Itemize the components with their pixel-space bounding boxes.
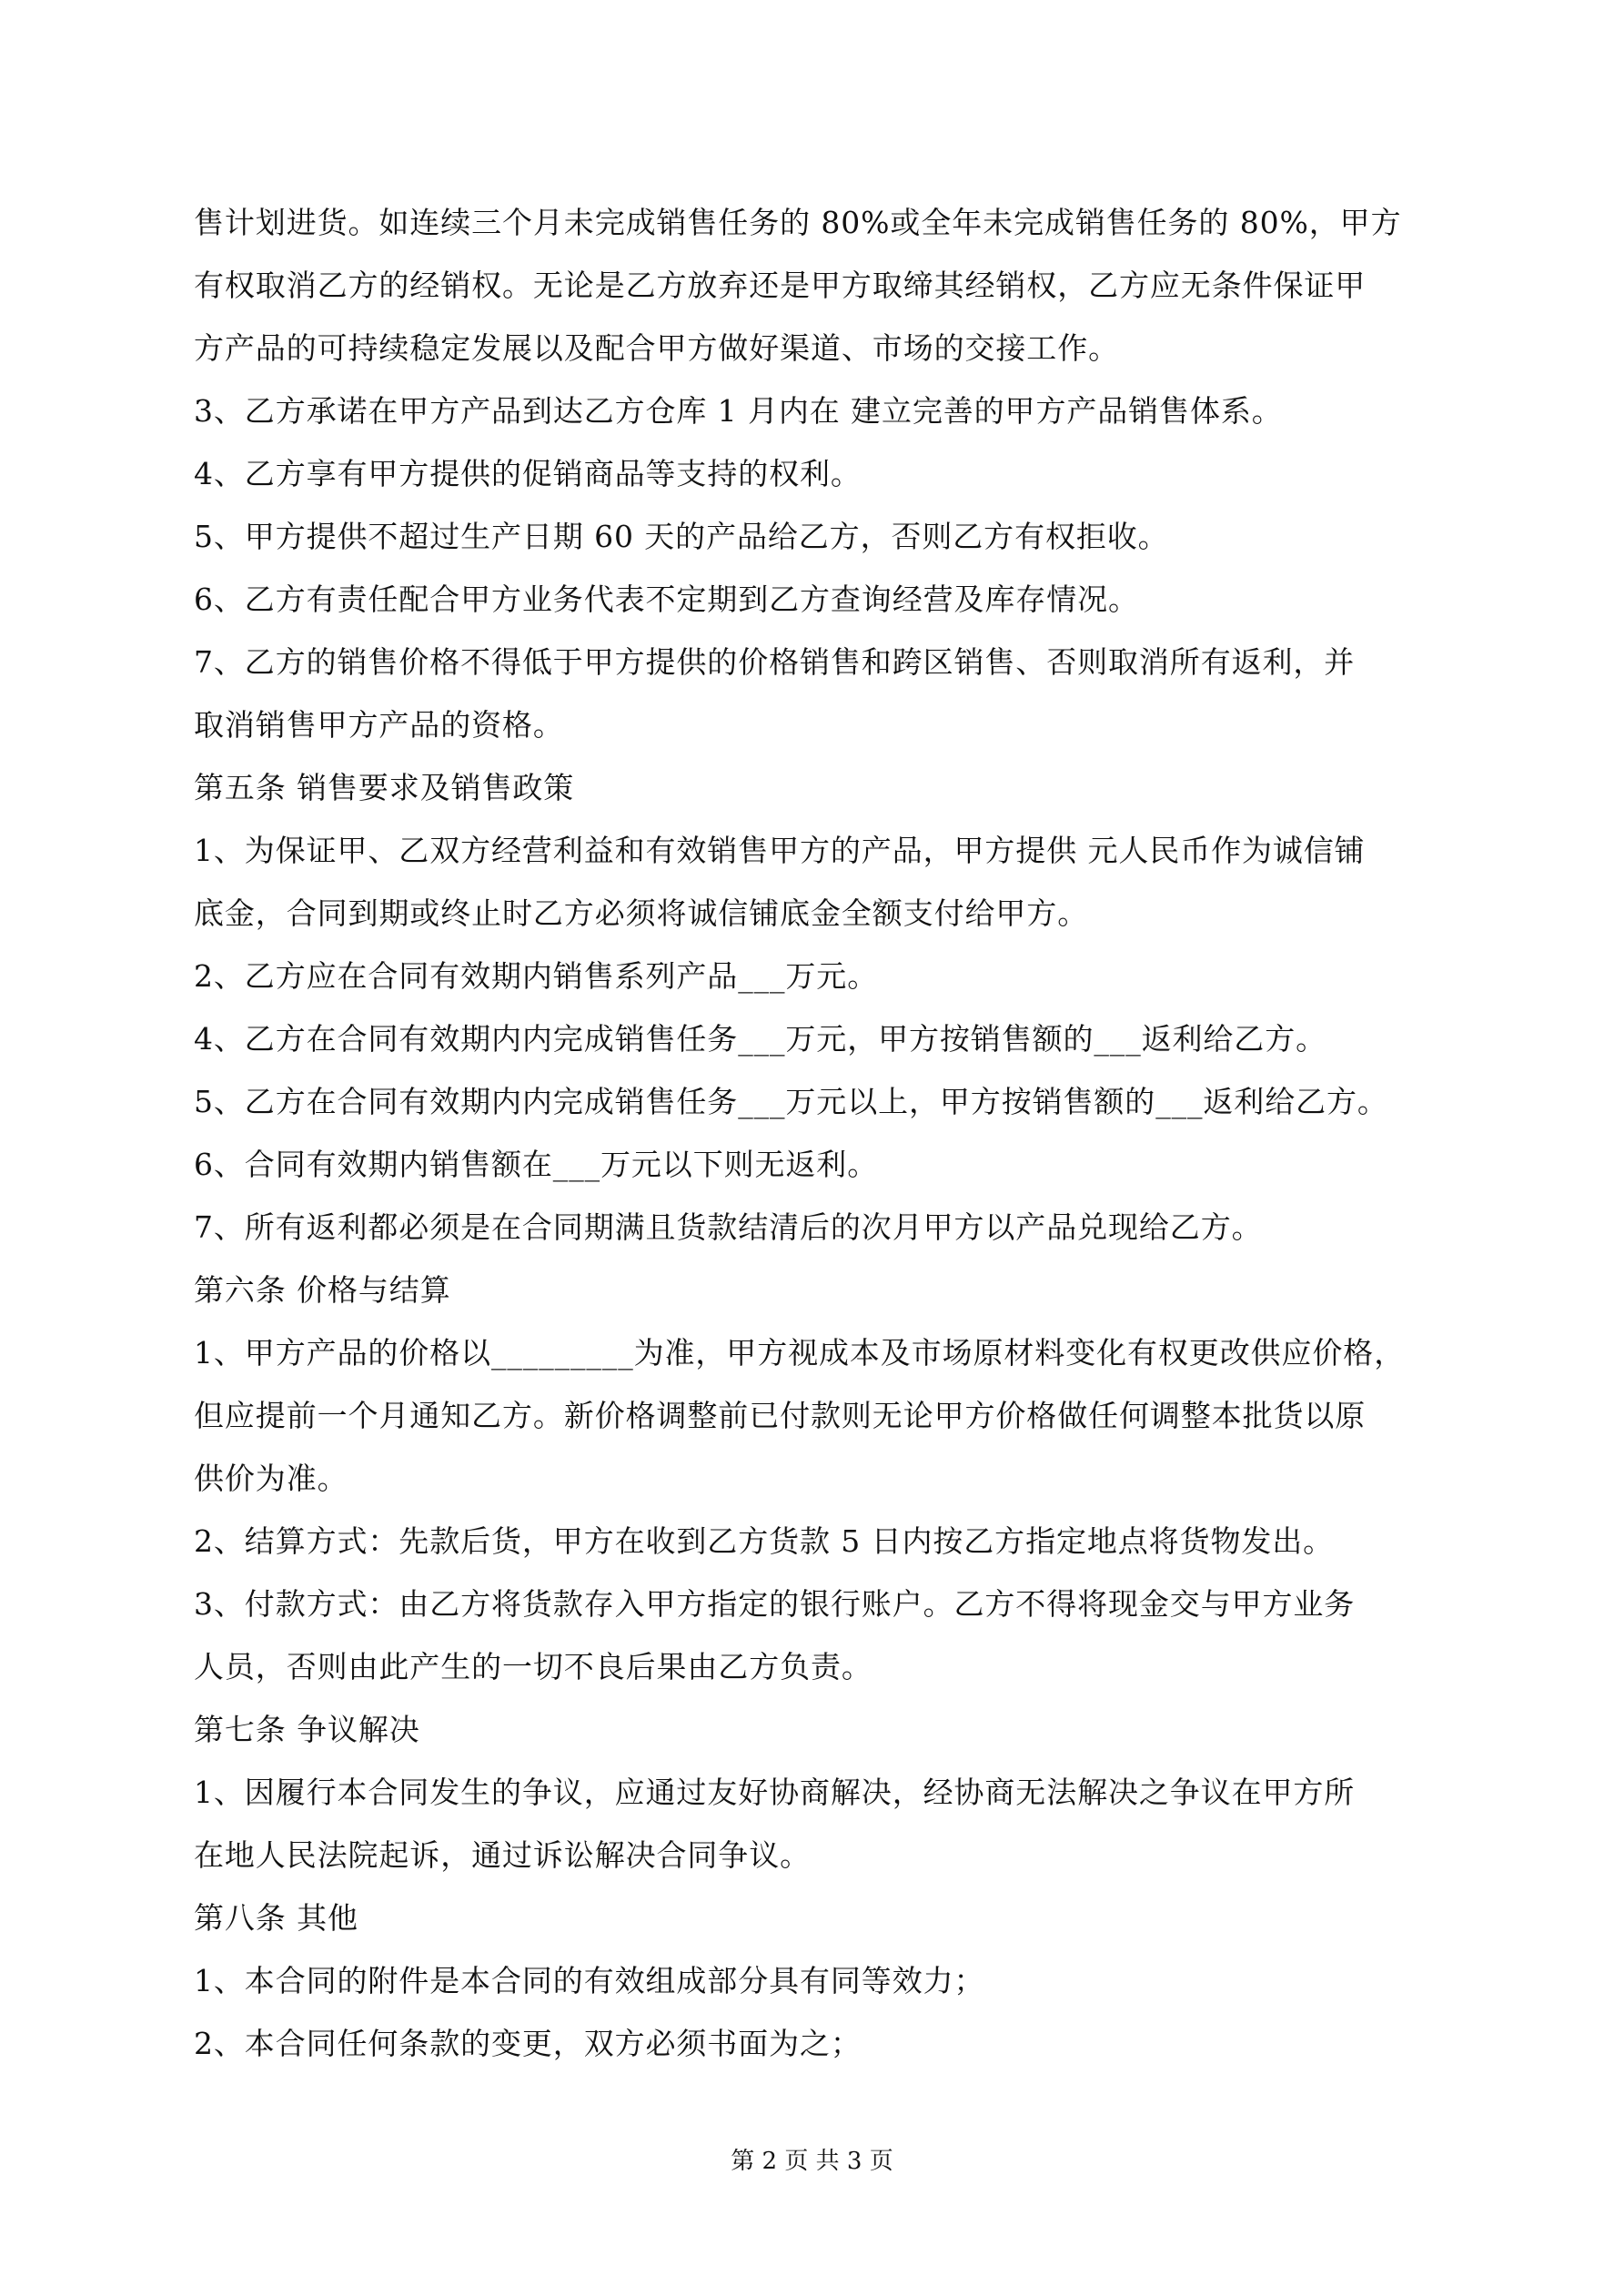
clause-item: 3、乙方承诺在甲方产品到达乙方仓库 1 月内在 建立完善的甲方产品销售体系。 bbox=[194, 393, 1283, 429]
clause-item: 3、付款方式：由乙方将货款存入甲方指定的银行账户。乙方不得将现金交与甲方业务 bbox=[194, 1586, 1356, 1622]
text-line: 售计划进货。如连续三个月未完成销售任务的 80%或全年未完成销售任务的 80%，甲方 bbox=[194, 205, 1402, 240]
clause-item: 2、结算方式：先款后货，甲方在收到乙方货款 5 日内按乙方指定地点将货物发出。 bbox=[194, 1523, 1335, 1559]
clause-item: 4、乙方享有甲方提供的促销商品等支持的权利。 bbox=[194, 456, 862, 491]
clause-item: 2、乙方应在合同有效期内销售系列产品___万元。 bbox=[194, 958, 879, 994]
clause-item: 4、乙方在合同有效期内内完成销售任务___万元，甲方按销售额的___返利给乙方。 bbox=[194, 1021, 1326, 1057]
text-line: 方产品的可持续稳定发展以及配合甲方做好渠道、市场的交接工作。 bbox=[194, 330, 1119, 366]
clause-item: 7、乙方的销售价格不得低于甲方提供的价格销售和跨区销售、否则取消所有返利，并 bbox=[194, 644, 1356, 680]
clause-item: 5、甲方提供不超过生产日期 60 天的产品给乙方，否则乙方有权拒收。 bbox=[194, 519, 1169, 554]
text-line: 在地人民法院起诉，通过诉讼解决合同争议。 bbox=[194, 1837, 811, 1873]
text-line: 人员，否则由此产生的一切不良后果由乙方负责。 bbox=[194, 1649, 873, 1684]
clause-item: 6、合同有效期内销售额在___万元以下则无返利。 bbox=[194, 1147, 879, 1182]
section-heading: 第八条 其他 bbox=[194, 1900, 358, 1936]
text-line: 供价为准。 bbox=[194, 1461, 348, 1496]
section-heading: 第七条 争议解决 bbox=[194, 1712, 420, 1747]
clause-item: 6、乙方有责任配合甲方业务代表不定期到乙方查询经营及库存情况。 bbox=[194, 582, 1139, 617]
text-line: 有权取消乙方的经销权。无论是乙方放弃还是甲方取缔其经销权，乙方应无条件保证甲 bbox=[194, 268, 1367, 303]
text-line: 但应提前一个月通知乙方。新价格调整前已付款则无论甲方价格做任何调整本批货以原 bbox=[194, 1398, 1367, 1433]
clause-item: 1、为保证甲、乙双方经营利益和有效销售甲方的产品，甲方提供 元人民币作为诚信铺 bbox=[194, 833, 1366, 868]
clause-item: 7、所有返利都必须是在合同期满且货款结清后的次月甲方以产品兑现给乙方。 bbox=[194, 1209, 1263, 1245]
document-body bbox=[194, 191, 1440, 2075]
clause-item: 1、因履行本合同发生的争议，应通过友好协商解决，经协商无法解决之争议在甲方所 bbox=[194, 1775, 1356, 1810]
clause-item: 2、本合同任何条款的变更，双方必须书面为之； bbox=[194, 2026, 862, 2061]
text-line: 取消销售甲方产品的资格。 bbox=[194, 707, 564, 743]
text-line: 底金，合同到期或终止时乙方必须将诚信铺底金全额支付给甲方。 bbox=[194, 895, 1089, 931]
section-heading: 第六条 价格与结算 bbox=[194, 1272, 451, 1308]
page-number-footer: 第 2 页 共 3 页 bbox=[731, 2148, 893, 2175]
clause-item: 5、乙方在合同有效期内内完成销售任务___万元以上，甲方按销售额的___返利给乙方。 bbox=[194, 1084, 1388, 1119]
section-heading: 第五条 销售要求及销售政策 bbox=[194, 770, 575, 805]
clause-item: 1、本合同的附件是本合同的有效组成部分具有同等效力； bbox=[194, 1963, 985, 1998]
clause-item: 1、甲方产品的价格以_________为准，甲方视成本及市场原材料变化有权更改供应价格， bbox=[194, 1335, 1406, 1371]
